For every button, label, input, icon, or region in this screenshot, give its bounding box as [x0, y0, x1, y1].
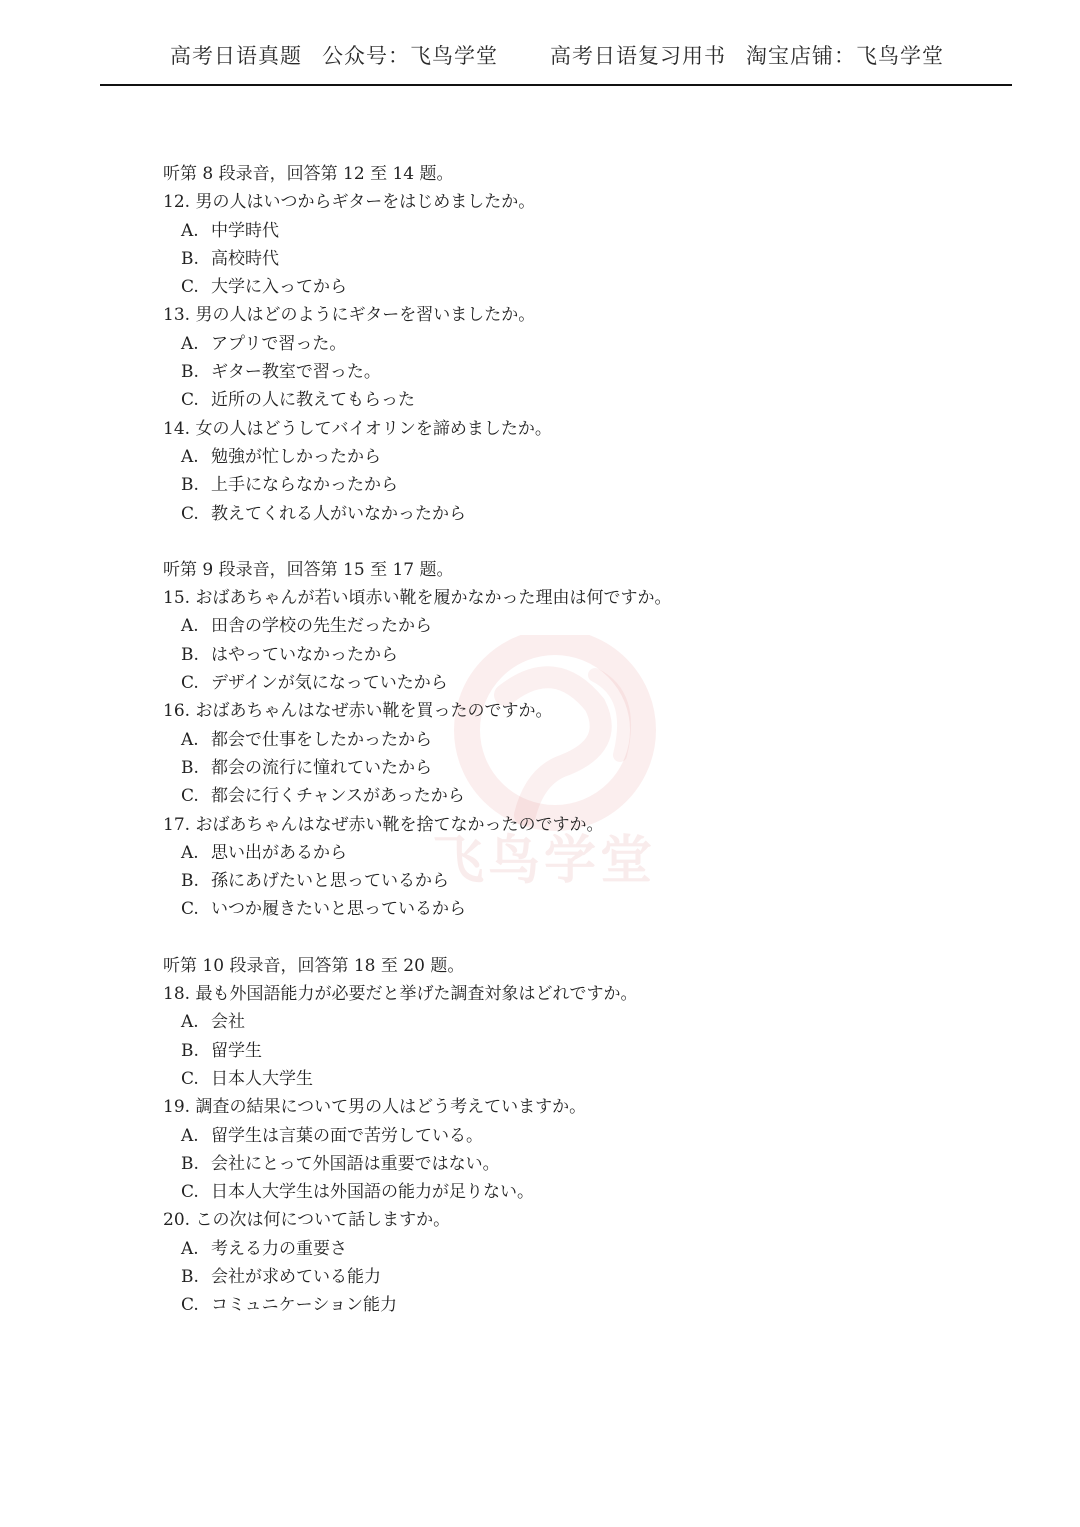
option-letter: B.: [181, 1040, 199, 1061]
option-text: 日本人大学生: [211, 1068, 313, 1089]
option-text: 都会で仕事をしたかったから: [211, 729, 432, 750]
question-text: 14. 女の人はどうしてバイオリンを諦めましたか。: [163, 418, 552, 439]
option-letter: C.: [181, 503, 199, 524]
answer-option: [163, 867, 963, 895]
option-text: 会社が求めている能力: [211, 1266, 381, 1287]
option-letter: B.: [181, 475, 199, 496]
option-letter: A.: [181, 1125, 199, 1146]
option-text: 会社: [211, 1012, 245, 1033]
answer-option: [163, 386, 963, 414]
option-text: 都会の流行に憧れていたから: [211, 757, 432, 778]
option-letter: C.: [181, 786, 199, 807]
question-text: 19. 調査の結果について男の人はどう考えていますか。: [163, 1097, 587, 1118]
question-text: 18. 最も外国語能力が必要だと挙げた調査対象はどれですか。: [163, 984, 638, 1005]
answer-option: [163, 217, 963, 245]
answer-option: [163, 895, 963, 923]
question-text: 15. おばあちゃんが若い頃赤い靴を履かなかった理由は何ですか。: [163, 588, 672, 609]
answer-option: [163, 1150, 963, 1178]
answer-option: [163, 1235, 963, 1263]
answer-option: [163, 330, 963, 358]
option-text: 勉強が忙しかったから: [211, 446, 381, 467]
option-letter: C.: [181, 899, 199, 920]
answer-option: [163, 726, 963, 754]
page-header: [100, 30, 1012, 86]
answer-option: [163, 273, 963, 301]
answer-option: [163, 754, 963, 782]
option-letter: A.: [181, 729, 199, 750]
option-letter: A.: [181, 616, 199, 637]
answer-option: [163, 443, 963, 471]
option-letter: C.: [181, 1068, 199, 1089]
question-text: 13. 男の人はどのようにギターを習いましたか。: [163, 305, 536, 326]
option-text: デザインが気になっていたから: [211, 673, 448, 694]
option-letter: B.: [181, 362, 199, 383]
option-text: 留学生: [211, 1040, 262, 1061]
option-letter: C.: [181, 277, 199, 298]
option-text: 思い出があるから: [211, 842, 347, 863]
option-letter: B.: [181, 248, 199, 269]
header-shop: 淘宝店铺：飞鸟学堂: [746, 44, 944, 68]
answer-option: [163, 471, 963, 499]
option-letter: B.: [181, 644, 199, 665]
listening-section: [163, 556, 963, 924]
answer-option: [163, 839, 963, 867]
option-text: 孫にあげたいと思っているから: [211, 871, 449, 892]
option-letter: C.: [181, 673, 199, 694]
option-text: アプリで習った。: [211, 333, 347, 354]
option-text: ギター教室で習った。: [211, 362, 381, 383]
option-letter: A.: [181, 220, 199, 241]
option-letter: B.: [181, 1266, 199, 1287]
answer-option: [163, 641, 963, 669]
option-text: はやっていなかったから: [211, 644, 398, 665]
question-text: 17. おばあちゃんはなぜ赤い靴を捨てなかったのですか。: [163, 814, 604, 835]
option-text: 考える力の重要さ: [211, 1238, 347, 1259]
answer-option: [163, 1291, 963, 1319]
header-left: [170, 40, 498, 70]
option-letter: B.: [181, 1153, 199, 1174]
option-text: 大学に入ってから: [211, 277, 347, 298]
answer-option: [163, 358, 963, 386]
listening-section: [163, 952, 963, 1320]
option-letter: C.: [181, 1295, 199, 1316]
header-title-right: 高考日语复习用书: [550, 44, 726, 68]
answer-option: [163, 1263, 963, 1291]
option-text: 会社にとって外国語は重要ではない。: [211, 1153, 500, 1174]
listening-section: [163, 160, 963, 528]
question-text: 20. この次は何について話しますか。: [163, 1210, 451, 1231]
section-intro: 听第 8 段录音，回答第 12 至 14 题。: [163, 164, 454, 184]
answer-option: [163, 1008, 963, 1036]
answer-option: [163, 1037, 963, 1065]
answer-option: [163, 1178, 963, 1206]
header-title-left: 高考日语真题: [170, 44, 302, 68]
section-intro: 听第 9 段录音，回答第 15 至 17 题。: [163, 559, 454, 580]
option-text: 都会に行くチャンスがあったから: [211, 786, 465, 807]
header-right: [550, 40, 944, 70]
option-text: いつか履きたいと思っているから: [211, 899, 466, 920]
option-letter: B.: [181, 871, 199, 892]
header-account: 公众号：飞鸟学堂: [322, 44, 498, 68]
answer-option: [163, 1122, 963, 1150]
option-letter: A.: [181, 1238, 199, 1259]
answer-option: [163, 1065, 963, 1093]
answer-option: [163, 500, 963, 528]
option-letter: A.: [181, 1012, 199, 1033]
option-text: 近所の人に教えてもらった: [211, 390, 415, 411]
option-letter: C.: [181, 390, 199, 411]
option-letter: A.: [181, 842, 199, 863]
option-text: 高校時代: [211, 248, 279, 269]
section-intro: 听第 10 段录音，回答第 18 至 20 题。: [163, 955, 465, 976]
option-text: 日本人大学生は外国語の能力が足りない。: [211, 1182, 534, 1203]
question-content: [163, 160, 963, 1348]
option-text: 上手にならなかったから: [211, 475, 398, 496]
option-text: 田舎の学校の先生だったから: [211, 616, 432, 637]
option-letter: C.: [181, 1182, 199, 1203]
answer-option: [163, 245, 963, 273]
answer-option: [163, 782, 963, 810]
option-letter: B.: [181, 757, 199, 778]
answer-option: [163, 612, 963, 640]
question-text: 12. 男の人はいつからギターをはじめましたか。: [163, 192, 536, 213]
option-text: 教えてくれる人がいなかったから: [211, 503, 466, 524]
answer-option: [163, 669, 963, 697]
option-text: コミュニケーション能力: [211, 1295, 397, 1316]
option-text: 中学時代: [211, 220, 279, 241]
option-letter: A.: [181, 446, 199, 467]
option-letter: A.: [181, 333, 199, 354]
watermark-text: 飞鸟学堂: [432, 830, 657, 891]
question-text: 16. おばあちゃんはなぜ赤い靴を買ったのですか。: [163, 701, 553, 722]
option-text: 留学生は言葉の面で苦労している。: [211, 1125, 483, 1146]
